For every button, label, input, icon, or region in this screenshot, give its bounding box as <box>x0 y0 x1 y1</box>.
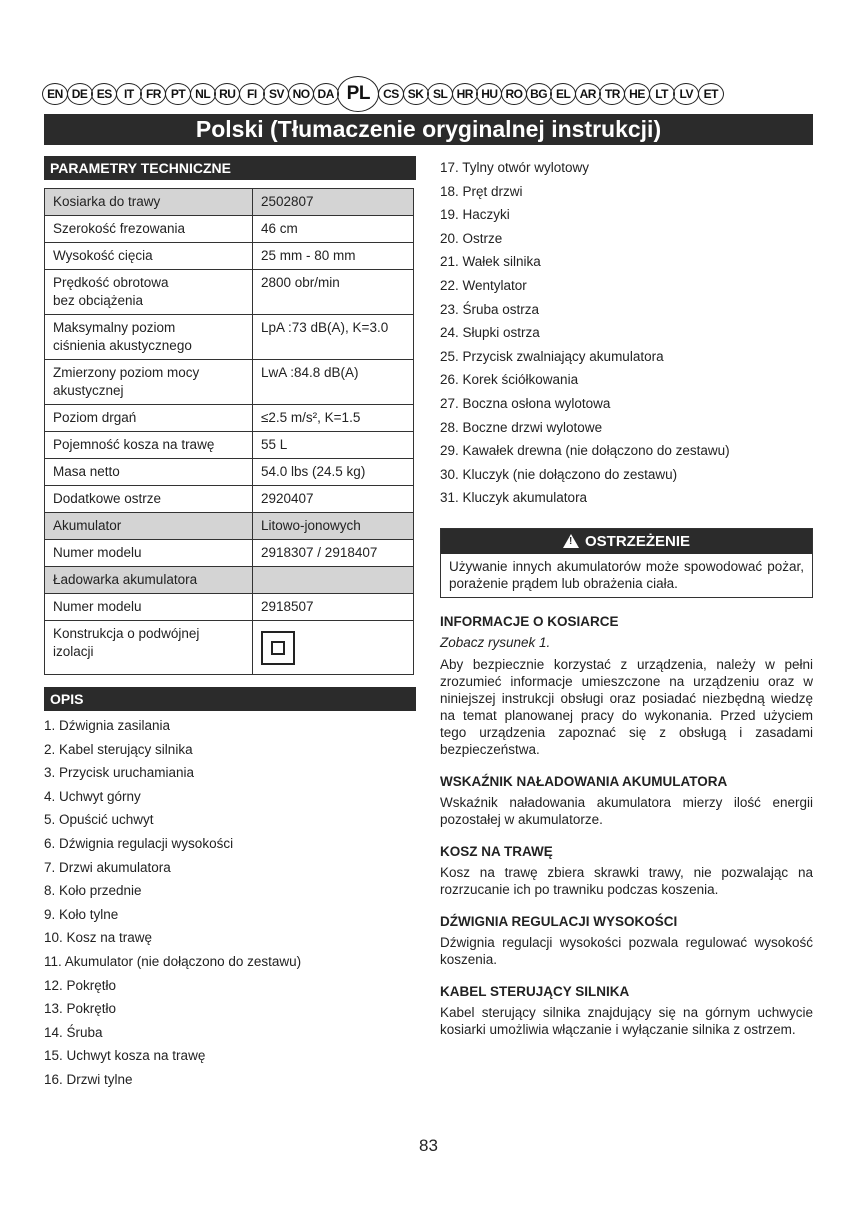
section-note: Zobacz rysunek 1. <box>440 634 551 650</box>
spec-label: Akumulator <box>45 513 253 540</box>
right-column <box>440 156 813 1038</box>
specs-row <box>45 243 414 270</box>
list-item: 5. Opuścić uchwyt <box>44 812 154 828</box>
spec-value: ≤2.5 m/s², K=1.5 <box>253 405 414 432</box>
specs-row <box>45 594 414 621</box>
language-cs: CS <box>378 83 404 105</box>
language-it: IT <box>116 83 142 105</box>
list-item: 8. Koło przednie <box>44 883 142 899</box>
page-title: Polski (Tłumaczenie oryginalnej instrukcji) <box>44 114 813 145</box>
list-item: 28. Boczne drzwi wylotowe <box>440 419 603 435</box>
spec-label: Konstrukcja o podwójnej izolacji <box>45 621 253 675</box>
spec-label: Kosiarka do trawy <box>45 189 253 216</box>
info-sections <box>440 614 813 1038</box>
spec-value <box>253 621 414 675</box>
list-item: 21. Wałek silnika <box>440 254 541 270</box>
list-item: 18. Pręt drzwi <box>440 183 523 199</box>
specs-row <box>45 270 414 315</box>
spec-value: 2918507 <box>253 594 414 621</box>
language-sl: SL <box>427 83 453 105</box>
list-item: 27. Boczna osłona wylotowa <box>440 395 611 411</box>
language-ro: RO <box>501 83 527 105</box>
spec-value <box>253 567 414 594</box>
language-fr: FR <box>140 83 166 105</box>
language-es: ES <box>91 83 117 105</box>
list-item: 19. Haczyki <box>440 207 510 223</box>
spec-label: Masa netto <box>45 459 253 486</box>
list-item: 12. Pokrętło <box>44 977 117 993</box>
language-he: HE <box>624 83 650 105</box>
list-item: 11. Akumulator (nie dołączono do zestawu) <box>44 953 302 969</box>
specs-heading: PARAMETRY TECHNICZNE <box>44 156 416 180</box>
list-item: 16. Drzwi tylne <box>44 1071 133 1087</box>
spec-label: Prędkość obrotowa bez obciążenia <box>45 270 253 315</box>
section-heading: DŹWIGNIA REGULACJI WYSOKOŚCI <box>440 913 678 929</box>
language-de: DE <box>67 83 93 105</box>
list-item: 6. Dźwignia regulacji wysokości <box>44 835 234 851</box>
double-insulation-icon <box>261 631 295 665</box>
spec-value: 2502807 <box>253 189 414 216</box>
spec-label: Wysokość cięcia <box>45 243 253 270</box>
spec-value: LpA :73 dB(A), K=3.0 <box>253 315 414 360</box>
spec-value: 2918307 / 2918407 <box>253 540 414 567</box>
warning-triangle-icon <box>563 534 579 548</box>
language-et: ET <box>698 83 724 105</box>
opis-list <box>44 714 416 1092</box>
spec-value: 2920407 <box>253 486 414 513</box>
specs-row <box>45 567 414 594</box>
spec-label: Pojemność kosza na trawę <box>45 432 253 459</box>
language-lt: LT <box>649 83 675 105</box>
language-nl: NL <box>190 83 216 105</box>
spec-label: Szerokość frezowania <box>45 216 253 243</box>
specs-row <box>45 216 414 243</box>
list-item: 3. Przycisk uruchamiania <box>44 765 195 781</box>
list-item: 1. Dźwignia zasilania <box>44 718 171 733</box>
list-item: 22. Wentylator <box>440 277 527 293</box>
specs-row <box>45 315 414 360</box>
language-pl: PL <box>337 76 379 112</box>
specs-row <box>45 540 414 567</box>
section-text: Kosz na trawę zbiera skrawki trawy, nie pozwalając na rozrzucanie ich po trawniku podczas koszenia. <box>440 864 813 897</box>
spec-value: 54.0 lbs (24.5 kg) <box>253 459 414 486</box>
warning-box <box>440 528 813 598</box>
warning-header <box>441 529 812 554</box>
language-lv: LV <box>673 83 699 105</box>
list-item: 17. Tylny otwór wylotowy <box>440 160 590 175</box>
list-item: 25. Przycisk zwalniający akumulatora <box>440 348 664 364</box>
list-item: 2. Kabel sterujący silnika <box>44 741 193 757</box>
language-sk: SK <box>403 83 429 105</box>
language-no: NO <box>288 83 314 105</box>
spec-value: 25 mm - 80 mm <box>253 243 414 270</box>
page-number: 83 <box>419 1136 438 1155</box>
language-bg: BG <box>526 83 552 105</box>
list-item: 13. Pokrętło <box>44 1001 117 1017</box>
specs-row <box>45 360 414 405</box>
section-text: Wskaźnik naładowania akumulatora mierzy ilość energii pozostałej w akumulatorze. <box>440 794 813 827</box>
list-item: 4. Uchwyt górny <box>44 788 141 804</box>
section-text: Aby bezpiecznie korzystać z urządzenia, należy w pełni zrozumieć informacje umieszczone na urządzeniu oraz w niniejszej instrukcji obsługi oraz posiadać niezbędną wiedzę na temat planowanej pracy do wykonania. Przed użyciem tego urządzenia zapoznać się z obsługą i zasadami bezpieczeństwa. <box>440 656 813 757</box>
list-item: 30. Kluczyk (nie dołączono do zestawu) <box>440 466 678 482</box>
section-heading: KOSZ NA TRAWĘ <box>440 843 553 859</box>
specs-table <box>44 188 414 675</box>
language-pt: PT <box>165 83 191 105</box>
specs-row <box>45 621 414 675</box>
list-item: 20. Ostrze <box>440 230 503 246</box>
list-item: 31. Kluczyk akumulatora <box>440 490 588 506</box>
language-bar <box>42 80 814 108</box>
spec-label: Numer modelu <box>45 540 253 567</box>
language-hr: HR <box>452 83 478 105</box>
warning-heading: OSTRZEŻENIE <box>584 532 690 550</box>
section-text: Dźwignia regulacji wysokości pozwala regulować wysokość koszenia. <box>440 934 813 967</box>
language-en: EN <box>42 83 68 105</box>
language-da: DA <box>313 83 339 105</box>
list-item: 24. Słupki ostrza <box>440 325 540 341</box>
list-item: 26. Korek ściółkowania <box>440 372 579 388</box>
spec-label: Maksymalny poziom ciśnienia akustycznego <box>45 315 253 360</box>
spec-value: 2800 obr/min <box>253 270 414 315</box>
language-ar: AR <box>575 83 601 105</box>
language-sv: SV <box>263 83 289 105</box>
spec-value: 46 cm <box>253 216 414 243</box>
spec-label: Zmierzony poziom mocy akustycznej <box>45 360 253 405</box>
section-heading: INFORMACJE O KOSIARCE <box>440 613 619 629</box>
section-heading: KABEL STERUJĄCY SILNIKA <box>440 983 630 999</box>
section-heading: WSKAŹNIK NAŁADOWANIA AKUMULATORA <box>440 773 728 789</box>
list-item: 14. Śruba <box>44 1024 103 1040</box>
specs-row <box>45 432 414 459</box>
specs-row <box>45 513 414 540</box>
opis-heading: OPIS <box>44 687 416 711</box>
section-text: Kabel sterujący silnika znajdujący się na górnym uchwycie kosiarki umożliwia włączanie i wyłączanie silnika z ostrzem. <box>440 1004 813 1037</box>
language-el: EL <box>550 83 576 105</box>
language-tr: TR <box>599 83 625 105</box>
spec-label: Poziom drgań <box>45 405 253 432</box>
specs-row <box>45 405 414 432</box>
spec-label: Ładowarka akumulatora <box>45 567 253 594</box>
spec-label: Dodatkowe ostrze <box>45 486 253 513</box>
list-item: 15. Uchwyt kosza na trawę <box>44 1048 206 1064</box>
left-column <box>44 156 416 1092</box>
opis-list-continued <box>440 156 813 510</box>
specs-row <box>45 486 414 513</box>
list-item: 10. Kosz na trawę <box>44 930 153 946</box>
warning-text: Używanie innych akumulatorów może spowodować pożar, porażenie prądem lub obrażenia ciała. <box>449 558 804 591</box>
spec-value: 55 L <box>253 432 414 459</box>
list-item: 9. Koło tylne <box>44 906 119 922</box>
list-item: 7. Drzwi akumulatora <box>44 859 171 875</box>
spec-label: Numer modelu <box>45 594 253 621</box>
specs-row <box>45 189 414 216</box>
language-fi: FI <box>239 83 265 105</box>
list-item: 29. Kawałek drewna (nie dołączono do zestawu) <box>440 443 730 459</box>
language-ru: RU <box>214 83 240 105</box>
spec-value: Litowo-jonowych <box>253 513 414 540</box>
specs-row <box>45 459 414 486</box>
language-hu: HU <box>476 83 502 105</box>
spec-value: LwA :84.8 dB(A) <box>253 360 414 405</box>
list-item: 23. Śruba ostrza <box>440 301 540 317</box>
